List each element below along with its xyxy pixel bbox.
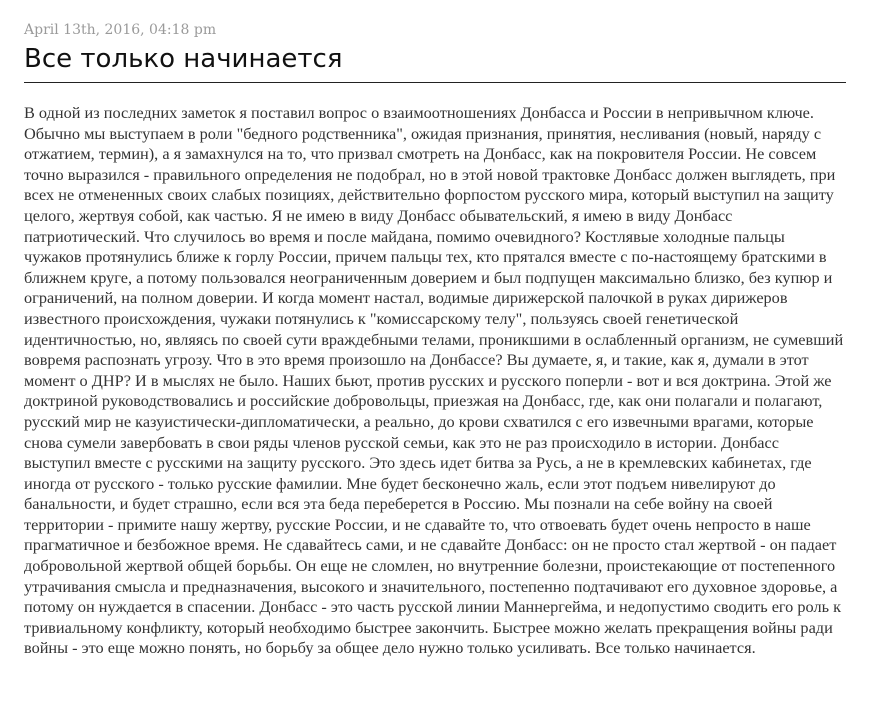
- post-title: Все только начинается: [24, 40, 846, 83]
- blog-post: [24, 0, 846, 659]
- post-date: April 13th, 2016, 04:18 pm: [24, 22, 217, 38]
- post-body: В одной из последних заметок я поставил вопрос о взаимоотношениях Донбасса и России в непривычном ключе. Обычно мы выступаем в роли "бедного родственника", ожидая признания, принятия, несливания (новый, наряду с отжатием, термин), а я замахнулся на то, что призвал смотреть на Донбасс, как на покровителя России. Не совсем точно выразился - правильного определения не подобрал, но в этой новой трактовке Донбасс должен выглядеть, при всех не отмененных своих слабых позициях, действительно форпостом русского мира, который выступил на защиту целого, жертвуя собой, как частью. Я не имею в виду Донбасс обывательский, я имею в виду Донбасс патриотический. Что случилось во время и после майдана, помимо очевидного? Костлявые холодные пальцы чужаков протянулись ближе к горлу России, причем пальцы тех, кто прятался вместе с по-настоящему братскими в ближнем круге, а потому пользовался неограниченным доверием и был подпущен максимально близко, без купюр и ограничений, на полном доверии. И когда момент настал, водимые дирижерской палочкой в руках дирижеров известного происхождения, чужаки потянулись к "комиссарскому телу", пользуясь своей генетической идентичностью, но, являясь по своей сути враждебными телами, проникшими в ослабленный организм, не сумевший вовремя распознать угрозу. Что в это время произошло на Донбассе? Вы думаете, я, и такие, как я, думали в этот момент о ДНР? И в мыслях не было. Наших бьют, против русских и русского поперли - вот и вся доктрина. Этой же доктриной руководствовались и российские добровольцы, приезжая на Донбасс, где, как они полагали и полагают, русский мир не казуистически-дипломатически, а реально, до крови схватился с его извечными врагами, которые снова сумели завербовать в свои ряды членов русской семьи, как это не раз происходило в истории. Донбасс выступил вместе с русскими на защиту русского. Это здесь идет битва за Русь, а не в кремлевских кабинетах, где иногда от русского - только русские фамилии. Мне будет бесконечно жаль, если этот подъем нивелируют до банальности, и будет страшно, если вся эта беда переберется в Россию. Мы познали на себе войну на своей территории - примите нашу жертву, русские России, и не сдавайте то, что отвоевать будет очень непросто в наше прагматичное и безбожное время. Не сдавайтесь сами, и не сдавайте Донбасс: он не просто стал жертвой - он падает добровольной жертвой общей борьбы. Он еще не сломлен, но внутренние болезни, проистекающие от постепенного утрачивания смысла и предназначения, высокого и значительного, постепенно подтачивают его духовное здоровье, а потому он нуждается в спасении. Донбасс - это часть русской линии Маннергейма, и недопустимо сводить его роль к тривиальному конфликту, который необходимо быстрее закончить. Быстрее можно желать прекращения войны ради войны - это еще можно понять, но борьбу за общее дело нужно только усиливать. Все только начинается.: [24, 103, 844, 658]
